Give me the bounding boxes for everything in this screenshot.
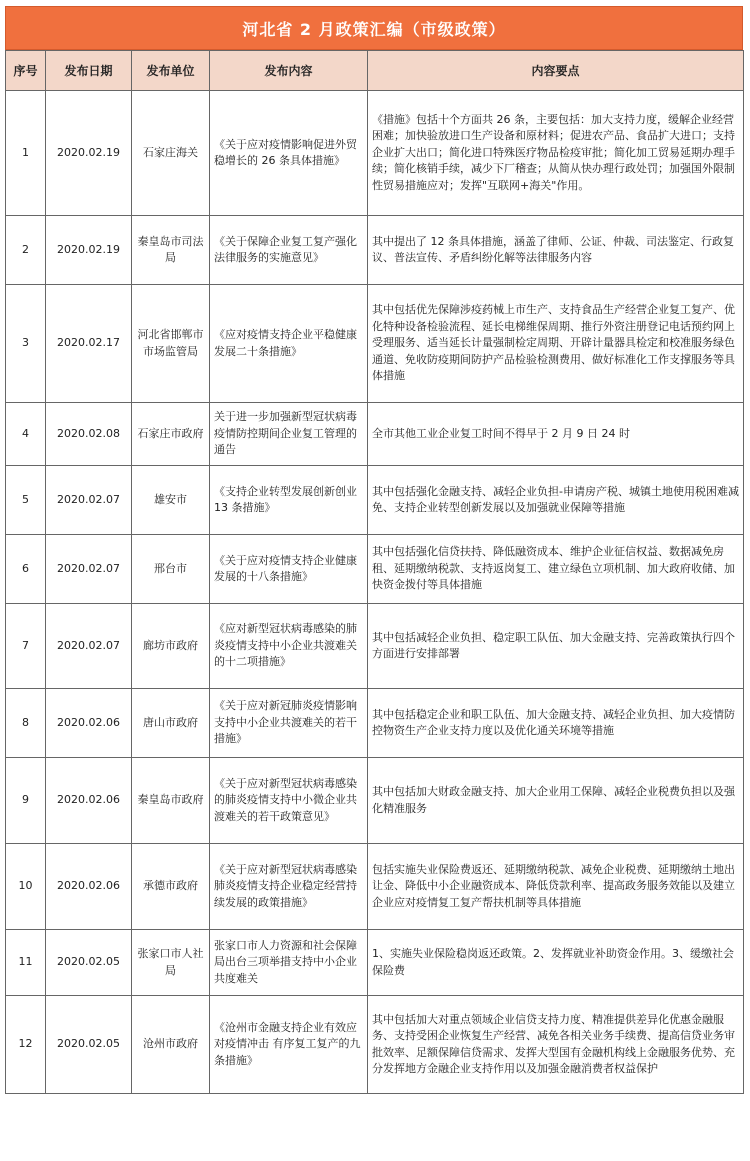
table-row bbox=[6, 91, 744, 216]
header-points: 内容要点 bbox=[368, 51, 744, 91]
content-points: 其中包括减轻企业负担、稳定职工队伍、加大金融支持、完善政策执行四个方面进行安排部署 bbox=[368, 604, 744, 689]
publish-date: 2020.02.06 bbox=[46, 844, 132, 930]
publish-content: 张家口市人力资源和社会保障局出台三项举措支持中小企业共度难关 bbox=[210, 930, 368, 996]
publish-date: 2020.02.05 bbox=[46, 996, 132, 1094]
row-number: 12 bbox=[6, 996, 46, 1094]
row-number: 10 bbox=[6, 844, 46, 930]
publish-content: 《关于保障企业复工复产强化法律服务的实施意见》 bbox=[210, 216, 368, 285]
publish-unit: 河北省邯郸市市场监管局 bbox=[132, 285, 210, 403]
publish-content: 《关于应对新型冠状病毒感染的肺炎疫情支持中小微企业共渡难关的若干政策意见》 bbox=[210, 758, 368, 844]
row-number: 5 bbox=[6, 466, 46, 535]
publish-date: 2020.02.17 bbox=[46, 285, 132, 403]
table-row bbox=[6, 758, 744, 844]
publish-content: 《关于应对新型冠状病毒感染肺炎疫情支持企业稳定经营持续发展的政策措施》 bbox=[210, 844, 368, 930]
publish-content: 《关于应对新冠肺炎疫情影响支持中小企业共渡难关的若干措施》 bbox=[210, 689, 368, 758]
header-no: 序号 bbox=[6, 51, 46, 91]
table-row bbox=[6, 466, 744, 535]
policy-table bbox=[5, 50, 744, 1094]
publish-unit: 石家庄海关 bbox=[132, 91, 210, 216]
publish-unit: 秦皇岛市司法局 bbox=[132, 216, 210, 285]
table-row bbox=[6, 930, 744, 996]
table-row bbox=[6, 403, 744, 466]
content-points: 其中提出了 12 条具体措施，涵盖了律师、公证、仲裁、司法鉴定、行政复议、普法宣传、矛盾纠纷化解等法律服务内容 bbox=[368, 216, 744, 285]
publish-date: 2020.02.06 bbox=[46, 689, 132, 758]
publish-content: 《关于应对疫情影响促进外贸稳增长的 26 条具体措施》 bbox=[210, 91, 368, 216]
header-row bbox=[6, 51, 744, 91]
policy-document bbox=[5, 6, 743, 1094]
header-content: 发布内容 bbox=[210, 51, 368, 91]
publish-unit: 承德市政府 bbox=[132, 844, 210, 930]
table-title: 河北省 2 月政策汇编（市级政策） bbox=[5, 6, 743, 50]
table-row bbox=[6, 285, 744, 403]
row-number: 4 bbox=[6, 403, 46, 466]
publish-date: 2020.02.19 bbox=[46, 216, 132, 285]
publish-unit: 张家口市人社局 bbox=[132, 930, 210, 996]
row-number: 9 bbox=[6, 758, 46, 844]
content-points: 其中包括稳定企业和职工队伍、加大金融支持、减轻企业负担、加大疫情防控物资生产企业支持力度以及优化通关环境等措施 bbox=[368, 689, 744, 758]
publish-date: 2020.02.07 bbox=[46, 466, 132, 535]
content-points: 包括实施失业保险费返还、延期缴纳税款、减免企业税费、延期缴纳土地出让金、降低中小企业融资成本、降低贷款利率、提高政务服务效能以及建立企业应对疫情复工复产帮扶机制等具体措施 bbox=[368, 844, 744, 930]
publish-content: 《关于应对疫情支持企业健康发展的十八条措施》 bbox=[210, 535, 368, 604]
publish-content: 《应对新型冠状病毒感染的肺炎疫情支持中小企业共渡难关的十二项措施》 bbox=[210, 604, 368, 689]
table-row bbox=[6, 996, 744, 1094]
table-row bbox=[6, 604, 744, 689]
publish-content: 《支持企业转型发展创新创业 13 条措施》 bbox=[210, 466, 368, 535]
publish-date: 2020.02.06 bbox=[46, 758, 132, 844]
row-number: 3 bbox=[6, 285, 46, 403]
header-unit: 发布单位 bbox=[132, 51, 210, 91]
table-body bbox=[6, 91, 744, 1094]
table-row bbox=[6, 689, 744, 758]
header-date: 发布日期 bbox=[46, 51, 132, 91]
row-number: 2 bbox=[6, 216, 46, 285]
publish-date: 2020.02.08 bbox=[46, 403, 132, 466]
row-number: 11 bbox=[6, 930, 46, 996]
publish-date: 2020.02.05 bbox=[46, 930, 132, 996]
content-points: 全市其他工业企业复工时间不得早于 2 月 9 日 24 时 bbox=[368, 403, 744, 466]
publish-date: 2020.02.07 bbox=[46, 604, 132, 689]
publish-unit: 唐山市政府 bbox=[132, 689, 210, 758]
content-points: 其中包括强化金融支持、减轻企业负担-申请房产税、城镇土地使用税困难减免、支持企业转型创新发展以及加强就业保障等措施 bbox=[368, 466, 744, 535]
publish-unit: 秦皇岛市政府 bbox=[132, 758, 210, 844]
table-row bbox=[6, 844, 744, 930]
publish-date: 2020.02.07 bbox=[46, 535, 132, 604]
content-points: 《措施》包括十个方面共 26 条，主要包括：加大支持力度，缓解企业经营困难；加快验放进口生产设备和原材料；促进农产品、食品扩大进口；支持企业扩大出口；简化进口特殊医疗物品检疫审批；简化加工贸易延期办理手续；简化核销手续，减少下厂稽查；从简从快办理行政处罚；加强国外限制性贸易措施应对；发挥"互联网+海关"作用。 bbox=[368, 91, 744, 216]
row-number: 8 bbox=[6, 689, 46, 758]
content-points: 其中包括强化信贷扶持、降低融资成本、维护企业征信权益、数据减免房租、延期缴纳税款、支持返岗复工、建立绿色立项机制、加大政府收储、加快资金拨付等具体措施 bbox=[368, 535, 744, 604]
publish-unit: 沧州市政府 bbox=[132, 996, 210, 1094]
publish-date: 2020.02.19 bbox=[46, 91, 132, 216]
content-points: 其中包括加大对重点领域企业信贷支持力度、精准提供差异化优惠金融服务、支持受困企业恢复生产经营、减免各相关业务手续费、提高信贷业务审批效率、足额保障信贷需求、发挥大型国有金融机构线上金融服务优势、充分发挥地方金融企业支持作用以及加强金融消费者权益保护 bbox=[368, 996, 744, 1094]
publish-unit: 邢台市 bbox=[132, 535, 210, 604]
row-number: 6 bbox=[6, 535, 46, 604]
row-number: 7 bbox=[6, 604, 46, 689]
publish-unit: 廊坊市政府 bbox=[132, 604, 210, 689]
publish-unit: 石家庄市政府 bbox=[132, 403, 210, 466]
publish-content: 《沧州市金融支持企业有效应对疫情冲击 有序复工复产的九条措施》 bbox=[210, 996, 368, 1094]
content-points: 其中包括优先保障涉疫药械上市生产、支持食品生产经营企业复工复产、优化特种设备检验流程、延长电梯维保周期、推行外资注册登记电话预约网上受理服务、适当延长计量强制检定周期、开辟计量器具检定和校准服务绿色通道、免收防疫期间防护产品检验检测费用、做好标准化工作支撑服务等具体措施 bbox=[368, 285, 744, 403]
content-points: 其中包括加大财政金融支持、加大企业用工保障、减轻企业税费负担以及强化精准服务 bbox=[368, 758, 744, 844]
content-points: 1、实施失业保险稳岗返还政策。2、发挥就业补助资金作用。3、缓缴社会保险费 bbox=[368, 930, 744, 996]
publish-unit: 雄安市 bbox=[132, 466, 210, 535]
publish-content: 《应对疫情支持企业平稳健康发展二十条措施》 bbox=[210, 285, 368, 403]
table-row bbox=[6, 535, 744, 604]
publish-content: 关于进一步加强新型冠状病毒疫情防控期间企业复工管理的通告 bbox=[210, 403, 368, 466]
row-number: 1 bbox=[6, 91, 46, 216]
table-row bbox=[6, 216, 744, 285]
